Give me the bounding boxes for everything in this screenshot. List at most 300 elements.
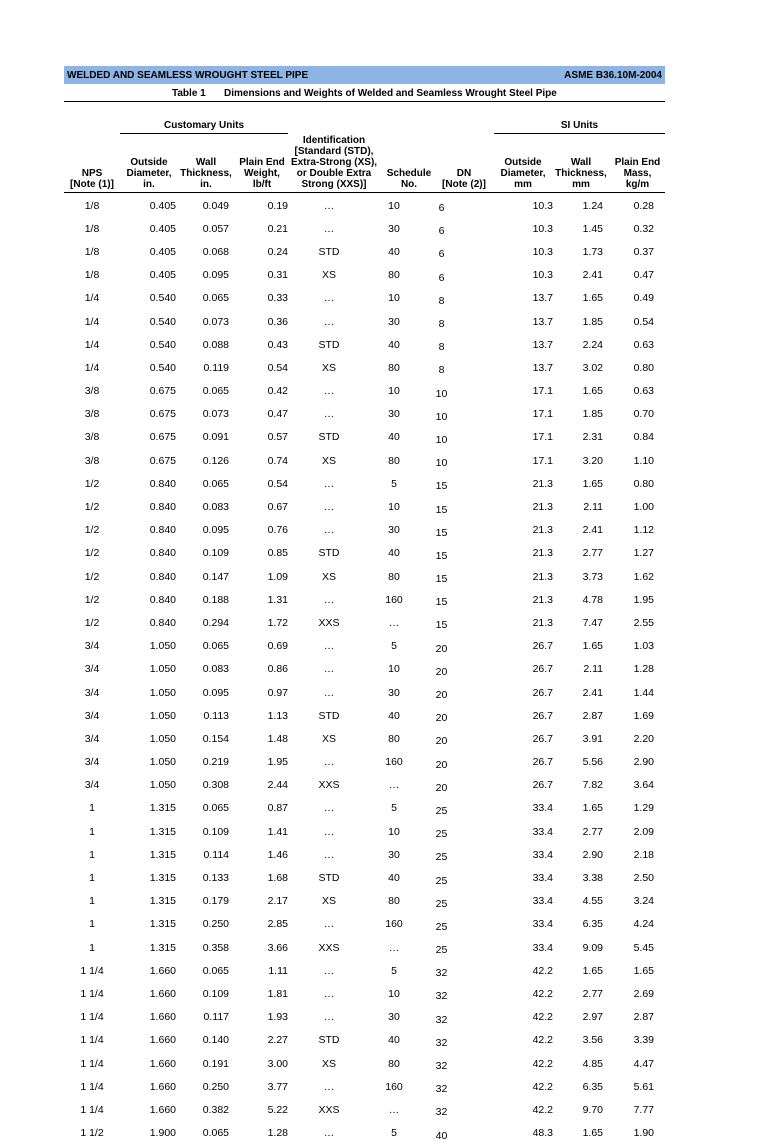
header-wall-in: [178, 157, 234, 190]
table-row: [64, 264, 654, 287]
od-in-cell: 0.405: [149, 269, 176, 282]
weight-cell: 0.24: [267, 245, 288, 258]
schedule-cell: 5: [391, 964, 397, 977]
identification-cell: STD: [318, 709, 340, 722]
table-row: [64, 495, 654, 518]
wall-in-cell: 0.126: [202, 454, 229, 467]
nps-cell: 1: [89, 802, 95, 815]
od-mm-cell: 48.3: [532, 1127, 553, 1140]
weight-cell: 0.33: [267, 292, 288, 305]
mass-cell: 1.00: [633, 501, 654, 514]
table-row: [64, 913, 654, 936]
mass-cell: 0.28: [633, 199, 654, 212]
wall-in-cell: 0.065: [202, 640, 229, 653]
nps-cell: 3/4: [84, 779, 100, 792]
schedule-cell: 30: [388, 222, 400, 235]
wall-mm-cell: 1.45: [582, 222, 603, 235]
dn-cell: 25: [435, 828, 448, 841]
od-in-cell: 1.660: [149, 1034, 176, 1047]
od-mm-cell: 10.3: [532, 199, 553, 212]
od-mm-cell: 13.7: [532, 292, 553, 305]
header-dn: [438, 168, 490, 190]
wall-in-cell: 0.358: [202, 941, 229, 954]
od-mm-cell: 21.3: [532, 570, 553, 583]
nps-cell: 3/4: [84, 709, 100, 722]
od-in-cell: 1.315: [149, 895, 176, 908]
table-row: [64, 356, 654, 379]
header-line: [Note (1)]: [70, 179, 114, 190]
mass-cell: 0.32: [633, 222, 654, 235]
dn-cell: 32: [435, 1106, 448, 1119]
od-in-cell: 1.660: [149, 1011, 176, 1024]
od-in-cell: 0.675: [149, 454, 176, 467]
schedule-cell: 160: [385, 918, 403, 931]
wall-mm-cell: 2.41: [582, 524, 603, 537]
dn-cell: 6: [438, 271, 445, 284]
mass-cell: 0.84: [633, 431, 654, 444]
wall-in-cell: 0.073: [202, 315, 229, 328]
od-in-cell: 1.660: [149, 987, 176, 1000]
dn-cell: 10: [435, 433, 448, 446]
dn-cell: 15: [435, 573, 448, 586]
wall-in-cell: 0.065: [202, 385, 229, 398]
od-in-cell: 0.540: [149, 292, 176, 305]
weight-cell: 0.76: [267, 524, 288, 537]
od-in-cell: 0.405: [149, 222, 176, 235]
mass-cell: 1.69: [633, 709, 654, 722]
wall-in-cell: 0.065: [202, 964, 229, 977]
od-in-cell: 1.315: [149, 941, 176, 954]
table-row: [64, 472, 654, 495]
dn-cell: 20: [435, 689, 448, 702]
od-in-cell: 0.675: [149, 385, 176, 398]
od-in-cell: 1.315: [149, 918, 176, 931]
identification-cell: …: [323, 385, 335, 398]
mass-cell: 1.29: [633, 802, 654, 815]
table-row: [64, 1122, 654, 1145]
table-row: [64, 727, 654, 750]
od-mm-cell: 21.3: [532, 477, 553, 490]
schedule-cell: 80: [388, 732, 400, 745]
table-row: [64, 240, 654, 263]
nps-cell: 1/2: [84, 477, 100, 490]
mass-cell: 2.50: [633, 872, 654, 885]
si-underline: [494, 133, 665, 134]
mass-cell: 1.28: [633, 663, 654, 676]
mass-cell: 3.39: [633, 1034, 654, 1047]
table-row: [64, 658, 654, 681]
mass-cell: 0.70: [633, 408, 654, 421]
dn-cell: 32: [435, 1013, 448, 1026]
dn-cell: 25: [435, 920, 448, 933]
weight-cell: 1.93: [267, 1011, 288, 1024]
table-row: [64, 704, 654, 727]
wall-mm-cell: 1.65: [582, 385, 603, 398]
schedule-cell: 40: [388, 245, 400, 258]
group-si-units: SI Units: [560, 120, 599, 131]
identification-cell: XS: [321, 454, 336, 467]
wall-mm-cell: 2.97: [582, 1011, 603, 1024]
identification-cell: …: [323, 825, 335, 838]
wall-in-cell: 0.109: [202, 825, 229, 838]
wall-in-cell: 0.095: [202, 269, 229, 282]
od-mm-cell: 33.4: [532, 941, 553, 954]
od-in-cell: 1.050: [149, 756, 176, 769]
identification-cell: XS: [321, 361, 336, 374]
dn-cell: 8: [438, 318, 445, 331]
identification-cell: …: [323, 1127, 335, 1140]
wall-in-cell: 0.095: [202, 686, 229, 699]
table-row: [64, 820, 654, 843]
wall-mm-cell: 1.65: [582, 477, 603, 490]
table-row: [64, 797, 654, 820]
identification-cell: …: [323, 408, 335, 421]
schedule-cell: 80: [388, 361, 400, 374]
nps-cell: 3/8: [84, 431, 100, 444]
table-row: [64, 449, 654, 472]
od-mm-cell: 42.2: [532, 1057, 553, 1070]
od-mm-cell: 17.1: [532, 385, 553, 398]
wall-in-cell: 0.294: [202, 616, 229, 629]
od-in-cell: 1.315: [149, 872, 176, 885]
table-row: [64, 426, 654, 449]
wall-mm-cell: 1.65: [582, 292, 603, 305]
nps-cell: 3/4: [84, 640, 100, 653]
weight-cell: 1.13: [267, 709, 288, 722]
header-line: Outside: [504, 157, 542, 168]
od-mm-cell: 17.1: [532, 454, 553, 467]
wall-mm-cell: 3.73: [582, 570, 603, 583]
weight-cell: 1.11: [268, 964, 288, 977]
od-mm-cell: 42.2: [532, 1080, 553, 1093]
wall-mm-cell: 1.65: [582, 640, 603, 653]
table-row: [64, 843, 654, 866]
schedule-cell: …: [388, 941, 400, 954]
dn-cell: 25: [435, 897, 448, 910]
wall-in-cell: 0.065: [202, 1127, 229, 1140]
wall-in-cell: 0.065: [202, 477, 229, 490]
nps-cell: 1: [89, 895, 95, 908]
weight-cell: 3.66: [267, 941, 288, 954]
nps-cell: 1/4: [84, 315, 100, 328]
identification-cell: STD: [318, 245, 340, 258]
weight-cell: 0.31: [267, 269, 288, 282]
wall-in-cell: 0.109: [202, 987, 229, 1000]
dn-cell: 15: [435, 480, 448, 493]
schedule-cell: 40: [388, 872, 400, 885]
banner-title: WELDED AND SEAMLESS WROUGHT STEEL PIPE: [67, 69, 309, 81]
identification-cell: STD: [318, 547, 340, 560]
header-od-mm: [494, 157, 552, 190]
customary-underline: [120, 133, 288, 134]
dn-cell: 32: [435, 990, 448, 1003]
mass-cell: 3.24: [633, 895, 654, 908]
schedule-cell: 160: [385, 1080, 403, 1093]
wall-in-cell: 0.188: [202, 593, 229, 606]
od-mm-cell: 13.7: [532, 338, 553, 351]
wall-mm-cell: 2.31: [582, 431, 603, 444]
schedule-cell: 10: [388, 199, 400, 212]
mass-cell: 0.63: [633, 385, 654, 398]
identification-cell: …: [323, 593, 335, 606]
mass-cell: 5.45: [633, 941, 654, 954]
od-in-cell: 1.660: [149, 1057, 176, 1070]
table-row: [64, 588, 654, 611]
dn-cell: 8: [438, 294, 445, 307]
schedule-cell: 5: [391, 1127, 397, 1140]
schedule-cell: 10: [388, 501, 400, 514]
nps-cell: 1/2: [84, 524, 100, 537]
schedule-cell: 30: [388, 1011, 400, 1024]
table-row: [64, 866, 654, 889]
wall-mm-cell: 3.02: [582, 361, 603, 374]
header-line: Strong (XXS)]: [301, 179, 367, 190]
dn-cell: 20: [435, 781, 448, 794]
header-line: Wall: [570, 157, 592, 168]
mass-cell: 4.47: [633, 1057, 654, 1070]
od-mm-cell: 26.7: [532, 663, 553, 676]
nps-cell: 3/8: [84, 408, 100, 421]
header-identification: [288, 135, 380, 190]
identification-cell: XS: [321, 732, 336, 745]
wall-mm-cell: 1.85: [582, 408, 603, 421]
od-mm-cell: 33.4: [532, 802, 553, 815]
schedule-cell: 30: [388, 315, 400, 328]
dn-cell: 20: [435, 642, 448, 655]
weight-cell: 1.09: [267, 570, 288, 583]
identification-cell: XS: [321, 1057, 336, 1070]
nps-cell: 3/4: [84, 732, 100, 745]
identification-cell: XXS: [318, 616, 340, 629]
mass-cell: 0.37: [633, 245, 654, 258]
header-line: Weight,: [244, 168, 280, 179]
dn-cell: 25: [435, 851, 448, 864]
wall-mm-cell: 2.11: [583, 663, 603, 676]
od-in-cell: 0.840: [149, 593, 176, 606]
header-rule: [64, 192, 665, 193]
od-mm-cell: 42.2: [532, 987, 553, 1000]
table-row: [64, 194, 654, 217]
dn-cell: 6: [438, 225, 445, 238]
wall-in-cell: 0.095: [202, 524, 229, 537]
od-in-cell: 0.840: [149, 524, 176, 537]
table-row: [64, 287, 654, 310]
nps-cell: 1/8: [84, 245, 100, 258]
dn-cell: 15: [435, 619, 448, 632]
weight-cell: 2.85: [267, 918, 288, 931]
table-row: [64, 1029, 654, 1052]
header-line: Diameter,: [500, 168, 546, 179]
od-in-cell: 1.660: [149, 1080, 176, 1093]
mass-cell: 7.77: [633, 1103, 654, 1116]
identification-cell: …: [323, 640, 335, 653]
identification-cell: STD: [318, 1034, 340, 1047]
identification-cell: …: [323, 292, 335, 305]
wall-mm-cell: 1.73: [582, 245, 603, 258]
od-in-cell: 1.660: [149, 1103, 176, 1116]
wall-in-cell: 0.073: [202, 408, 229, 421]
identification-cell: …: [323, 1011, 335, 1024]
weight-cell: 0.67: [267, 501, 288, 514]
dn-cell: 32: [435, 1083, 448, 1096]
identification-cell: …: [323, 199, 335, 212]
od-in-cell: 0.405: [149, 245, 176, 258]
od-mm-cell: 33.4: [532, 848, 553, 861]
od-mm-cell: 26.7: [532, 640, 553, 653]
identification-cell: …: [323, 501, 335, 514]
identification-cell: …: [323, 1080, 335, 1093]
header-line: Plain End: [614, 157, 661, 168]
dn-cell: 20: [435, 758, 448, 771]
identification-cell: XXS: [318, 1103, 340, 1116]
header-line: lb/ft: [252, 179, 272, 190]
header-line: Plain End: [239, 157, 285, 168]
mass-cell: 1.65: [633, 964, 654, 977]
schedule-cell: 5: [391, 640, 397, 653]
schedule-cell: 160: [385, 756, 403, 769]
wall-in-cell: 0.049: [202, 199, 229, 212]
nps-cell: 1/2: [84, 570, 100, 583]
mass-cell: 2.69: [633, 987, 654, 1000]
wall-mm-cell: 3.38: [582, 872, 603, 885]
weight-cell: 0.36: [267, 315, 288, 328]
identification-cell: …: [323, 315, 335, 328]
nps-cell: 3/4: [84, 756, 100, 769]
table-row: [64, 1075, 654, 1098]
schedule-cell: 40: [388, 1034, 400, 1047]
nps-cell: 3/4: [84, 686, 100, 699]
schedule-cell: 30: [388, 848, 400, 861]
nps-cell: 1: [89, 825, 95, 838]
identification-cell: XXS: [318, 779, 340, 792]
od-in-cell: 1.660: [149, 964, 176, 977]
header-line: mm: [514, 179, 532, 190]
dn-cell: 32: [435, 1060, 448, 1073]
wall-mm-cell: 6.35: [582, 1080, 603, 1093]
wall-in-cell: 0.119: [203, 361, 229, 374]
table-row: [64, 217, 654, 240]
od-in-cell: 0.840: [149, 501, 176, 514]
od-mm-cell: 21.3: [532, 616, 553, 629]
pipe-dimensions-table: [64, 194, 654, 1145]
od-mm-cell: 21.3: [532, 501, 553, 514]
weight-cell: 1.48: [267, 732, 288, 745]
nps-cell: 3/4: [84, 663, 100, 676]
wall-mm-cell: 3.91: [582, 732, 603, 745]
wall-mm-cell: 1.65: [582, 802, 603, 815]
wall-mm-cell: 2.77: [582, 825, 603, 838]
mass-cell: 0.49: [633, 292, 654, 305]
dn-cell: 20: [435, 712, 448, 725]
weight-cell: 1.72: [267, 616, 288, 629]
nps-cell: 1: [89, 941, 95, 954]
mass-cell: 2.55: [633, 616, 654, 629]
od-mm-cell: 42.2: [532, 1011, 553, 1024]
wall-mm-cell: 3.20: [582, 454, 603, 467]
nps-cell: 1: [89, 872, 95, 885]
od-mm-cell: 26.7: [532, 756, 553, 769]
od-in-cell: 1.315: [149, 848, 176, 861]
weight-cell: 1.28: [267, 1127, 288, 1140]
wall-mm-cell: 1.85: [582, 315, 603, 328]
header-line: kg/m: [625, 179, 650, 190]
wall-mm-cell: 4.55: [582, 895, 603, 908]
nps-cell: 1 1/4: [80, 1057, 104, 1070]
nps-cell: 1/4: [84, 361, 100, 374]
nps-cell: 1/4: [84, 338, 100, 351]
mass-cell: 1.95: [633, 593, 654, 606]
wall-in-cell: 0.057: [202, 222, 229, 235]
wall-mm-cell: 7.47: [582, 616, 603, 629]
wall-in-cell: 0.083: [202, 501, 229, 514]
od-in-cell: 0.840: [149, 616, 176, 629]
wall-mm-cell: 6.35: [582, 918, 603, 931]
od-in-cell: 1.900: [149, 1127, 176, 1140]
weight-cell: 5.22: [267, 1103, 288, 1116]
weight-cell: 0.47: [267, 408, 288, 421]
wall-mm-cell: 4.85: [582, 1057, 603, 1070]
table-row: [64, 1006, 654, 1029]
wall-in-cell: 0.191: [202, 1057, 229, 1070]
header-wall-mm: [552, 157, 610, 190]
table-row: [64, 982, 654, 1005]
mass-cell: 0.80: [633, 361, 654, 374]
weight-cell: 0.54: [267, 361, 288, 374]
identification-cell: …: [323, 686, 335, 699]
weight-cell: 0.57: [267, 431, 288, 444]
wall-in-cell: 0.109: [202, 547, 229, 560]
mass-cell: 3.64: [633, 779, 654, 792]
identification-cell: XS: [321, 895, 336, 908]
wall-mm-cell: 1.24: [582, 199, 603, 212]
wall-mm-cell: 2.77: [582, 987, 603, 1000]
od-in-cell: 1.050: [149, 779, 176, 792]
od-mm-cell: 21.3: [532, 524, 553, 537]
wall-in-cell: 0.117: [203, 1011, 229, 1024]
identification-cell: …: [323, 477, 335, 490]
wall-in-cell: 0.113: [203, 709, 229, 722]
od-in-cell: 0.840: [149, 570, 176, 583]
header-banner: [64, 66, 665, 84]
table-row: [64, 635, 654, 658]
nps-cell: 1/2: [84, 593, 100, 606]
identification-cell: …: [323, 222, 335, 235]
table-row: [64, 959, 654, 982]
identification-cell: …: [323, 964, 335, 977]
table-row: [64, 774, 654, 797]
dn-cell: 20: [435, 735, 448, 748]
weight-cell: 1.81: [267, 987, 288, 1000]
nps-cell: 1 1/4: [80, 987, 104, 1000]
nps-cell: 1 1/4: [80, 1103, 104, 1116]
schedule-cell: 30: [388, 408, 400, 421]
wall-in-cell: 0.154: [202, 732, 229, 745]
mass-cell: 4.24: [633, 918, 654, 931]
schedule-cell: 80: [388, 570, 400, 583]
schedule-cell: …: [388, 779, 400, 792]
header-nps: [64, 168, 120, 190]
schedule-cell: 10: [388, 825, 400, 838]
wall-mm-cell: 2.90: [582, 848, 603, 861]
header-line: Identification: [302, 135, 366, 146]
identification-cell: …: [323, 987, 335, 1000]
table-row: [64, 1052, 654, 1075]
wall-in-cell: 0.308: [202, 779, 229, 792]
weight-cell: 0.74: [267, 454, 288, 467]
dn-cell: 32: [435, 967, 448, 980]
dn-cell: 15: [435, 503, 448, 516]
identification-cell: STD: [318, 338, 340, 351]
